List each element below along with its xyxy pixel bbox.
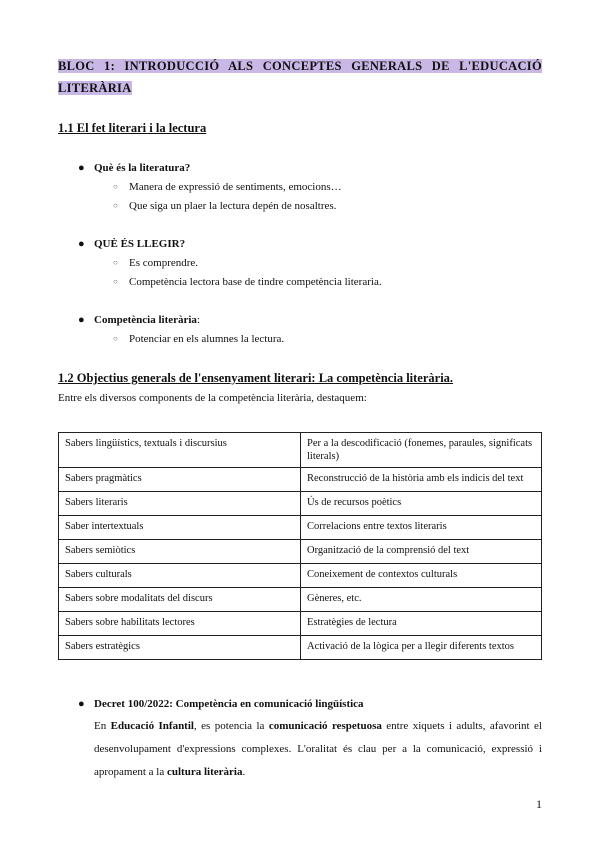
sub-bullet-item (113, 276, 382, 288)
description-cell: Ús de recursos poètics (301, 492, 542, 516)
bullet-icon: ● (78, 698, 85, 710)
page-number: 1 (536, 797, 542, 811)
knowledge-type-cell: Sabers literaris (59, 492, 301, 516)
table-row (59, 588, 542, 612)
circle-bullet-icon: ○ (113, 201, 118, 210)
competence-table (58, 432, 542, 660)
table-row (59, 433, 542, 468)
description-cell: Reconstrucció de la història amb els indicis del text (301, 468, 542, 492)
bold-run: Educació Infantil (110, 720, 194, 732)
circle-bullet-icon: ○ (113, 334, 118, 343)
sub-bullet-item (113, 181, 342, 193)
bullet-label: QUÈ ÉS LLEGIR? (94, 238, 186, 250)
text-run: . (242, 766, 246, 778)
bold-run: cultura literària (167, 766, 243, 778)
text-run: , es potencia la (193, 720, 269, 732)
title-text: LITERÀRIA (58, 81, 132, 95)
table-row (59, 516, 542, 540)
bold-run: comunicació respetuosa (268, 720, 382, 732)
knowledge-type-cell: Sabers estratègics (59, 636, 301, 660)
description-cell: Activació de la lògica per a llegir diferents textos (301, 636, 542, 660)
knowledge-type-cell: Sabers sobre modalitats del discurs (59, 588, 301, 612)
bullet-item (78, 238, 185, 250)
table-row (59, 468, 542, 492)
sub-bullet-text: Potenciar en els alumnes la lectura. (129, 333, 285, 345)
description-cell: Organització de la comprensió del text (301, 540, 542, 564)
bullet-label: Decret 100/2022: Competència en comunicació lingüística (94, 698, 364, 710)
sub-bullet-item (113, 333, 284, 345)
description-cell: Coneixement de contextos culturals (301, 564, 542, 588)
knowledge-type-cell: Sabers lingüístics, textuals i discursius (59, 433, 301, 468)
bullet-label: Competència literària (94, 314, 197, 326)
sub-bullet-item (113, 200, 336, 212)
sub-bullet-item (113, 257, 198, 269)
text-run: En (94, 720, 111, 732)
table-row (59, 540, 542, 564)
decret-paragraph (94, 715, 542, 784)
sub-bullet-text: Es comprendre. (129, 257, 199, 269)
sub-bullet-text: Que siga un plaer la lectura depén de nosaltres. (129, 200, 337, 212)
bullet-icon: ● (78, 162, 85, 174)
bullet-suffix: : (196, 314, 200, 326)
text-run: entre xiquets i adults, afavorint el desenvolupament d'expressions complexes. L'oralitat és clau per a la comunicació, expressió i apropament a la (94, 720, 542, 778)
description-cell: Estratègies de lectura (301, 612, 542, 636)
bullet-item (78, 314, 200, 326)
knowledge-type-cell: Saber intertextuals (59, 516, 301, 540)
bloc-title-line1 (58, 59, 542, 74)
description-cell: Correlacions entre textos literaris (301, 516, 542, 540)
section-2-heading: 1.2 Objectius generals de l'ensenyament literari: La competència literària. (58, 371, 454, 385)
sub-bullet-text: Competència lectora base de tindre competència literaria. (129, 276, 382, 288)
table-row (59, 564, 542, 588)
table-row (59, 492, 542, 516)
bullet-item (78, 162, 190, 174)
description-cell: Per a la descodificació (fonemes, paraules, significats literals) (301, 433, 542, 468)
circle-bullet-icon: ○ (113, 182, 118, 191)
description-cell: Gèneres, etc. (301, 588, 542, 612)
knowledge-type-cell: Sabers culturals (59, 564, 301, 588)
section-2-intro: Entre els diversos components de la competència literària, destaquem: (58, 392, 367, 404)
knowledge-type-cell: Sabers sobre habilitats lectores (59, 612, 301, 636)
knowledge-type-cell: Sabers semiòtics (59, 540, 301, 564)
knowledge-type-cell: Sabers pragmàtics (59, 468, 301, 492)
bloc-title-line2 (58, 81, 132, 96)
bullet-icon: ● (78, 314, 85, 326)
bullet-item-decret (78, 698, 364, 710)
table-row (59, 612, 542, 636)
bullet-icon: ● (78, 238, 85, 250)
bullet-label: Què és la literatura? (94, 162, 191, 174)
table-row (59, 636, 542, 660)
section-1-heading: 1.1 El fet literari i la lectura (58, 121, 207, 135)
circle-bullet-icon: ○ (113, 277, 118, 286)
title-text: BLOC 1: INTRODUCCIÓ ALS CONCEPTES GENERALS DE L'EDUCACIÓ (58, 59, 542, 73)
circle-bullet-icon: ○ (113, 258, 118, 267)
sub-bullet-text: Manera de expressió de sentiments, emocions… (129, 181, 342, 193)
